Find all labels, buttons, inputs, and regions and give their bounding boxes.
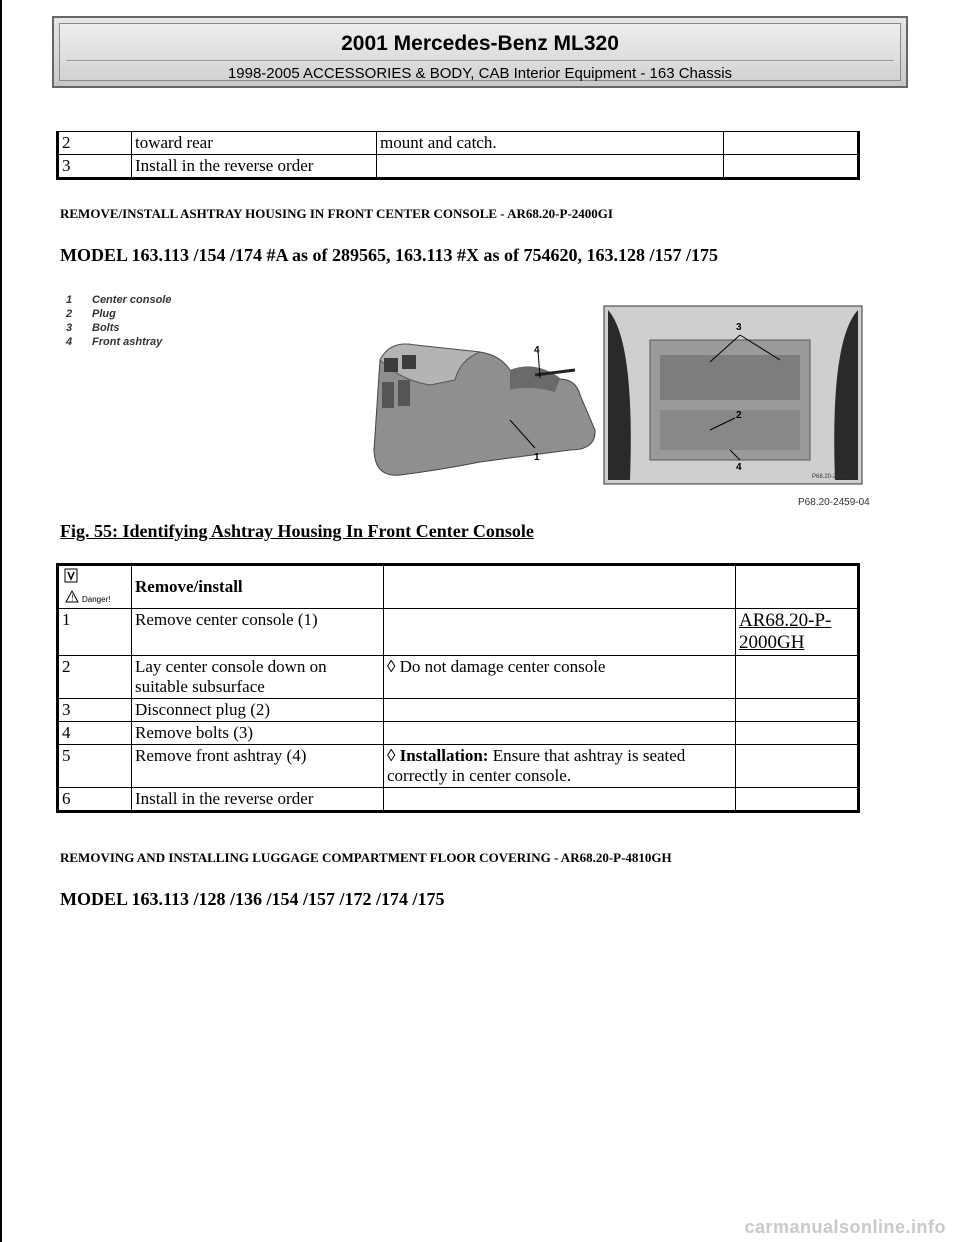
legend-number: 2 bbox=[66, 308, 73, 320]
table-row bbox=[58, 722, 859, 745]
step-ref bbox=[736, 788, 859, 812]
table-row bbox=[58, 745, 859, 788]
danger-icon bbox=[62, 567, 128, 607]
step-note bbox=[384, 722, 736, 745]
table-header-row bbox=[58, 565, 859, 609]
empty-cell bbox=[736, 565, 859, 609]
procedure-table-continued bbox=[56, 131, 860, 180]
section-heading: REMOVING AND INSTALLING LUGGAGE COMPARTMENT FLOOR COVERING - AR68.20-P-4810GH bbox=[60, 850, 672, 865]
header-subtitle: 1998-2005 ACCESSORIES & BODY, CAB Interior Equipment - 163 Chassis bbox=[227, 65, 733, 82]
step-number: 3 bbox=[58, 155, 132, 179]
section-heading: REMOVE/INSTALL ASHTRAY HOUSING IN FRONT CENTER CONSOLE - AR68.20-P-2400GI bbox=[60, 206, 613, 221]
step-text: Install in the reverse order bbox=[132, 155, 377, 179]
step-note bbox=[377, 155, 724, 179]
figure-code: P68.20-2459-04 bbox=[798, 497, 870, 508]
step-number: 3 bbox=[58, 699, 132, 722]
step-note-cell bbox=[384, 656, 736, 699]
legend-item bbox=[66, 336, 171, 350]
step-number: 2 bbox=[58, 132, 132, 155]
inset-photo bbox=[604, 306, 862, 484]
step-ref bbox=[736, 699, 859, 722]
step-note: Ensure that ashtray is seated correctly in center console. bbox=[387, 746, 686, 785]
step-text: Disconnect plug (2) bbox=[132, 699, 384, 722]
model-heading: MODEL 163.113 /128 /136 /154 /157 /172 /174 /175 bbox=[60, 889, 445, 909]
header-title: 2001 Mercedes-Benz ML320 bbox=[341, 32, 619, 55]
step-note bbox=[384, 699, 736, 722]
header-panel bbox=[59, 23, 901, 81]
procedure-table bbox=[56, 563, 860, 813]
inset-code: P68.20-2458-01 bbox=[812, 474, 856, 480]
step-number: 6 bbox=[58, 788, 132, 812]
step-text: Remove center console (1) bbox=[132, 609, 384, 656]
callout-label: 1 bbox=[534, 452, 540, 463]
center-console-drawing bbox=[374, 344, 595, 475]
header-divider bbox=[66, 60, 894, 61]
step-number: 1 bbox=[58, 609, 132, 656]
step-text: Lay center console down on suitable subsurface bbox=[132, 656, 384, 699]
legend-item bbox=[66, 322, 171, 336]
step-number: 5 bbox=[58, 745, 132, 788]
svg-text:!: ! bbox=[71, 593, 74, 603]
step-number: 4 bbox=[58, 722, 132, 745]
model-heading: MODEL 163.113 /154 /174 #A as of 289565, 163.113 #X as of 754620, 163.128 /157 /175 bbox=[60, 245, 719, 265]
legend-item bbox=[66, 308, 171, 322]
callout-label: 4 bbox=[534, 345, 540, 356]
site-watermark: carmanualsonline.info bbox=[744, 1217, 946, 1237]
legend-label: Plug bbox=[92, 308, 116, 320]
step-note-cell bbox=[384, 745, 736, 788]
callout-label: 2 bbox=[736, 410, 742, 421]
legend-item bbox=[66, 294, 171, 308]
step-ref bbox=[736, 656, 859, 699]
step-note bbox=[384, 788, 736, 812]
step-note: Do not damage center console bbox=[399, 657, 606, 676]
legend-label: Front ashtray bbox=[92, 336, 163, 348]
legend-label: Center console bbox=[92, 294, 172, 306]
legend-label: Bolts bbox=[92, 322, 120, 334]
table-row bbox=[58, 699, 859, 722]
note-icon: ◊ bbox=[387, 657, 396, 676]
danger-label: Danger! bbox=[82, 595, 111, 604]
legend-number: 4 bbox=[66, 336, 73, 348]
empty-cell bbox=[384, 565, 736, 609]
page-header bbox=[52, 16, 908, 88]
step-text: Install in the reverse order bbox=[132, 788, 384, 812]
table-row bbox=[58, 132, 859, 155]
legend-number: 3 bbox=[66, 322, 73, 334]
figure-legend bbox=[66, 294, 171, 350]
step-number: 2 bbox=[58, 656, 132, 699]
note-emphasis: Installation: bbox=[399, 746, 489, 765]
table-row bbox=[58, 788, 859, 812]
table-row bbox=[58, 155, 859, 179]
callout-label: 4 bbox=[736, 462, 742, 473]
step-ref bbox=[724, 132, 859, 155]
note-icon: ◊ bbox=[387, 746, 396, 765]
step-ref bbox=[736, 722, 859, 745]
step-text: toward rear bbox=[132, 132, 377, 155]
legend-number: 1 bbox=[66, 294, 73, 306]
step-note bbox=[384, 609, 736, 656]
warning-icon bbox=[62, 567, 122, 607]
step-ref bbox=[736, 745, 859, 788]
step-ref bbox=[724, 155, 859, 179]
table-row bbox=[58, 609, 859, 656]
table-header: Remove/install bbox=[132, 565, 384, 609]
danger-icon-cell bbox=[58, 565, 132, 609]
step-note: mount and catch. bbox=[377, 132, 724, 155]
center-console-illustration bbox=[360, 300, 870, 510]
step-text: Remove bolts (3) bbox=[132, 722, 384, 745]
step-text: Remove front ashtray (4) bbox=[132, 745, 384, 788]
reference-link[interactable]: AR68.20-P-2000GH bbox=[736, 609, 859, 656]
table-row bbox=[58, 656, 859, 699]
callout-label: 3 bbox=[736, 322, 742, 333]
figure-caption: Fig. 55: Identifying Ashtray Housing In Front Center Console bbox=[60, 521, 534, 541]
